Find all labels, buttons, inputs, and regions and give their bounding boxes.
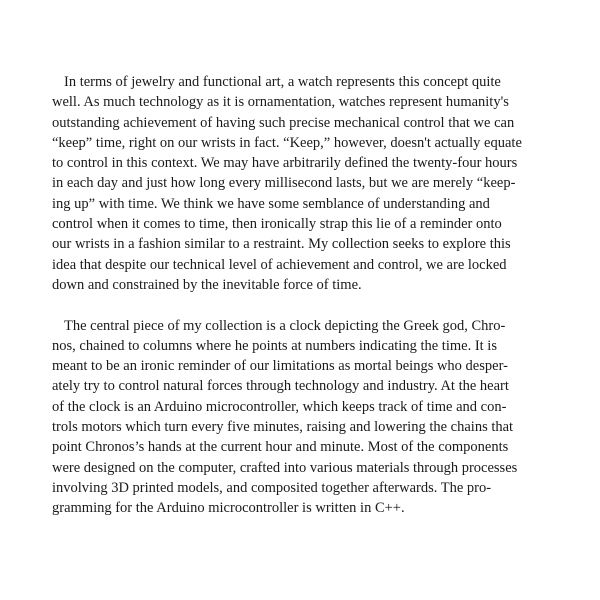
paragraph-2-line: involving 3D printed models, and composited together afterwards. The pro- xyxy=(52,479,492,496)
paragraph-2-line: nos, chained to columns where he points at numbers indicating the time. It is xyxy=(52,337,497,354)
paragraph-1-line: “keep” time, right on our wrists in fact. “Keep,” however, doesn't actually equate xyxy=(52,134,522,151)
paragraph-1-line: well. As much technology as it is ornamentation, watches represent humanity's xyxy=(52,94,509,111)
paragraph-1-line: in each day and just how long every millisecond lasts, but we are merely “keep- xyxy=(52,175,516,192)
paragraph-1-line: control when it comes to time, then ironically strap this lie of a reminder onto xyxy=(52,216,502,233)
paragraph-1-line: In terms of jewelry and functional art, a watch represents this concept quite xyxy=(64,74,501,90)
paragraph-2-line: of the clock is an Arduino microcontroller, which keeps track of time and con- xyxy=(52,398,507,415)
paragraph-2-line: gramming for the Arduino microcontroller is written in C++. xyxy=(52,500,405,517)
paragraph-2-line: meant to be an ironic reminder of our limitations as mortal beings who desper- xyxy=(52,358,508,375)
body-text xyxy=(52,72,552,519)
paragraph-2-line: The central piece of my collection is a clock depicting the Greek god, Chro- xyxy=(64,317,506,334)
paragraph-2-line: trols motors which turn every five minutes, raising and lowering the chains that xyxy=(52,419,514,436)
paragraph-1-line: outstanding achievement of having such precise mechanical control that we can xyxy=(52,114,515,131)
paragraph-1-line: to control in this context. We may have arbitrarily defined the twenty-four hours xyxy=(52,155,518,172)
paragraph-1 xyxy=(52,72,552,295)
paragraph-2-line: ately try to control natural forces through technology and industry. At the heart xyxy=(52,378,509,395)
paragraph-1-line: idea that despite our technical level of achievement and control, we are locked xyxy=(52,256,507,273)
paragraph-2-line: point Chronos’s hands at the current hour and minute. Most of the components xyxy=(52,439,509,456)
paragraph-2 xyxy=(52,316,552,519)
paragraph-2-line: were designed on the computer, crafted into various materials through processes xyxy=(52,459,518,476)
paragraph-1-line: our wrists in a fashion similar to a restraint. My collection seeks to explore this xyxy=(52,236,511,253)
paragraph-1-line: ing up” with time. We think we have some semblance of understanding and xyxy=(52,195,490,212)
paragraph-1-line: down and constrained by the inevitable force of time. xyxy=(52,276,362,293)
